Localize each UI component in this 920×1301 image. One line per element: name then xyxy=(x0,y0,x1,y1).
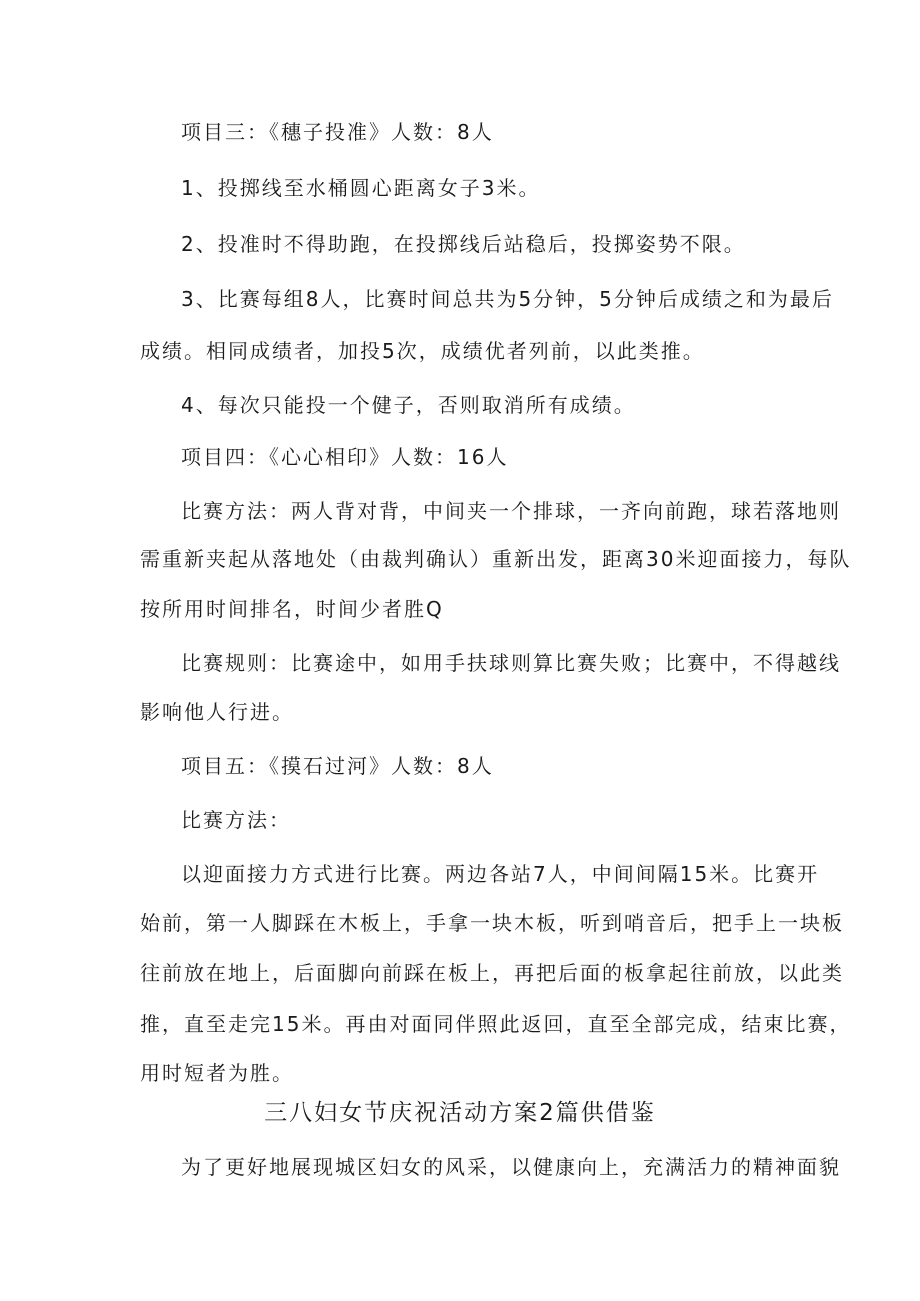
project4-title: 项目四：《心心相印》人数：16人 xyxy=(181,445,509,469)
project3-title: 项目三：《穗子投准》人数：8人 xyxy=(181,120,494,144)
project3-rule-2: 2、投准时不得助跑，在投掷线后站稳后，投掷姿势不限。 xyxy=(181,232,746,256)
project4-rules-line-1: 比赛规则：比赛途中，如用手扶球则算比赛失败；比赛中，不得越线 xyxy=(181,651,841,675)
project4-method-line-1: 比赛方法：两人背对背，中间夹一个排球，一齐向前跑，球若落地则 xyxy=(181,499,841,523)
project3-rule-3-line-2: 成绩。相同成绩者，加投5次，成绩优者列前，以此类推。 xyxy=(140,339,705,363)
project3-rule-3-line-1: 3、比赛每组8人，比赛时间总共为5分钟，5分钟后成绩之和为最后 xyxy=(181,287,834,311)
project3-rule-1: 1、投掷线至水桶圆心距离女子3米。 xyxy=(181,176,541,200)
intro-paragraph-line-1: 为了更好地展现城区妇女的风采，以健康向上，充满活力的精神面貌 xyxy=(181,1155,841,1179)
project5-method-line-2: 始前，第一人脚踩在木板上，手拿一块木板，听到哨音后，把手上一块板 xyxy=(140,911,844,935)
project3-rule-4: 4、每次只能投一个健子，否则取消所有成绩。 xyxy=(181,393,636,417)
project4-rules-line-2: 影响他人行进。 xyxy=(140,700,294,724)
project5-method-line-5: 用时短者为胜。 xyxy=(140,1061,294,1085)
project4-method-line-3: 按所用时间排名，时间少者胜Q xyxy=(140,597,444,621)
project5-method-line-3: 往前放在地上，后面脚向前踩在板上，再把后面的板拿起往前放，以此类 xyxy=(140,961,844,985)
project5-method-line-1: 以迎面接力方式进行比赛。两边各站7人，中间间隔15米。比赛开 xyxy=(181,862,820,886)
project5-method-label: 比赛方法： xyxy=(181,808,291,832)
project5-method-line-4: 推，直至走完15米。再由对面同伴照此返回，直至全部完成，结束比赛， xyxy=(140,1012,852,1036)
section-heading: 三八妇女节庆祝活动方案2篇供借鉴 xyxy=(264,1100,656,1126)
project5-title: 项目五：《摸石过河》人数：8人 xyxy=(181,754,494,778)
project4-method-line-2: 需重新夹起从落地处（由裁判确认）重新出发，距离30米迎面接力，每队 xyxy=(140,547,852,571)
